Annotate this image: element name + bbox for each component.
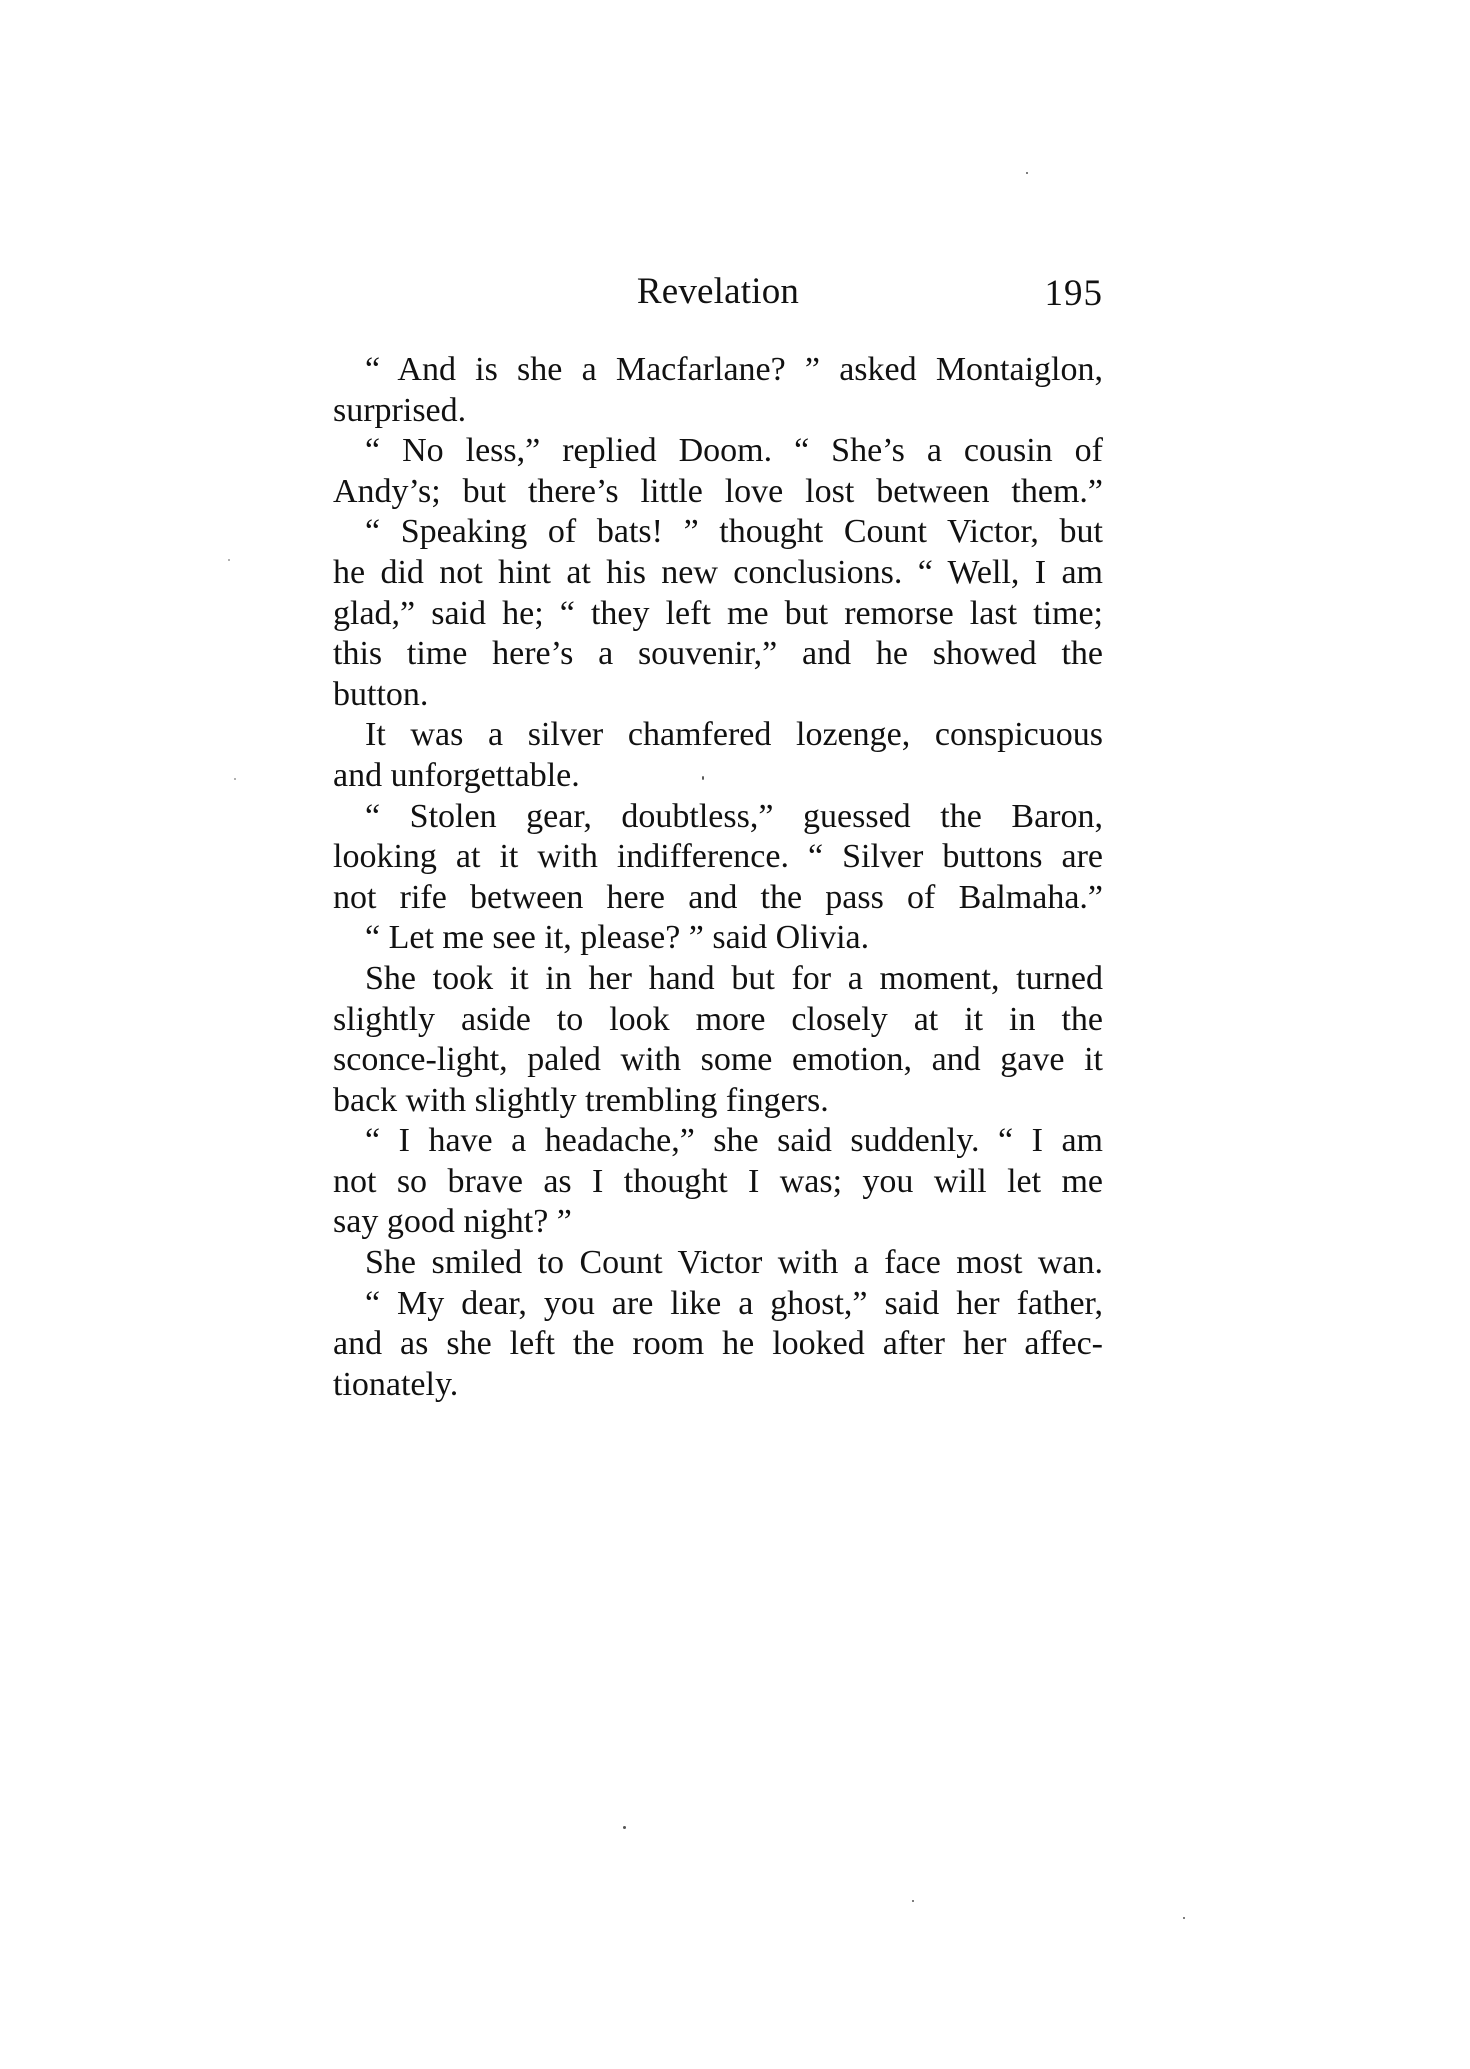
page-header bbox=[333, 270, 1103, 320]
text-line: “ I have a headache,” she said suddenly. “ I am bbox=[365, 1122, 1103, 1160]
scan-speck bbox=[1026, 172, 1028, 174]
scan-speck bbox=[912, 1900, 914, 1902]
running-title: Revelation bbox=[636, 271, 800, 312]
text-line: “ No less,” replied Doom. “ She’s a cousin of bbox=[365, 432, 1103, 470]
text-line: not so brave as I thought I was; you will let me bbox=[333, 1162, 1103, 1200]
text-line: not rife between here and the pass of Balmaha.” bbox=[333, 878, 1103, 916]
text-line: looking at it with indifference. “ Silver buttons are bbox=[333, 838, 1103, 876]
text-line: this time here’s a souvenir,” and he showed the bbox=[333, 635, 1103, 673]
body-text bbox=[333, 350, 1103, 1405]
text-line: he did not hint at his new conclusions. “ Well, I am bbox=[333, 553, 1103, 591]
text-line: glad,” said he; “ they left me but remorse last time; bbox=[333, 594, 1103, 632]
text-line: slightly aside to look more closely at it in the bbox=[333, 1000, 1103, 1038]
text-line: “ Speaking of bats! ” thought Count Victor, but bbox=[365, 513, 1103, 551]
scan-speck bbox=[228, 559, 230, 561]
text-line: tionately. bbox=[333, 1365, 459, 1403]
text-line: “ Stolen gear, doubtless,” guessed the Baron, bbox=[365, 797, 1103, 835]
text-line: She smiled to Count Victor with a face most wan. bbox=[365, 1244, 1103, 1282]
scan-speck bbox=[1183, 1917, 1185, 1919]
page-number: 195 bbox=[1044, 273, 1103, 314]
text-line: She took it in her hand but for a moment, turned bbox=[365, 959, 1103, 997]
text-line: say good night? ” bbox=[333, 1203, 572, 1241]
text-line: back with slightly trembling fingers. bbox=[333, 1081, 829, 1119]
text-line: button. bbox=[333, 675, 429, 713]
text-line: It was a silver chamfered lozenge, conspicuous bbox=[365, 716, 1103, 754]
text-line: “ Let me see it, please? ” said Olivia. bbox=[365, 919, 870, 957]
scan-speck bbox=[234, 778, 236, 780]
text-line: and as she left the room he looked after her affec- bbox=[333, 1325, 1103, 1363]
text-line: “ My dear, you are like a ghost,” said her father, bbox=[365, 1284, 1103, 1322]
text-line: surprised. bbox=[333, 391, 467, 429]
scan-speck bbox=[702, 776, 704, 780]
text-line: and unforgettable. bbox=[333, 756, 580, 794]
text-line: “ And is she a Macfarlane? ” asked Montaiglon, bbox=[365, 351, 1103, 388]
text-line: sconce-light, paled with some emotion, and gave it bbox=[333, 1041, 1103, 1079]
text-line: Andy’s; but there’s little love lost between them.” bbox=[333, 472, 1103, 510]
scan-speck bbox=[623, 1826, 626, 1829]
